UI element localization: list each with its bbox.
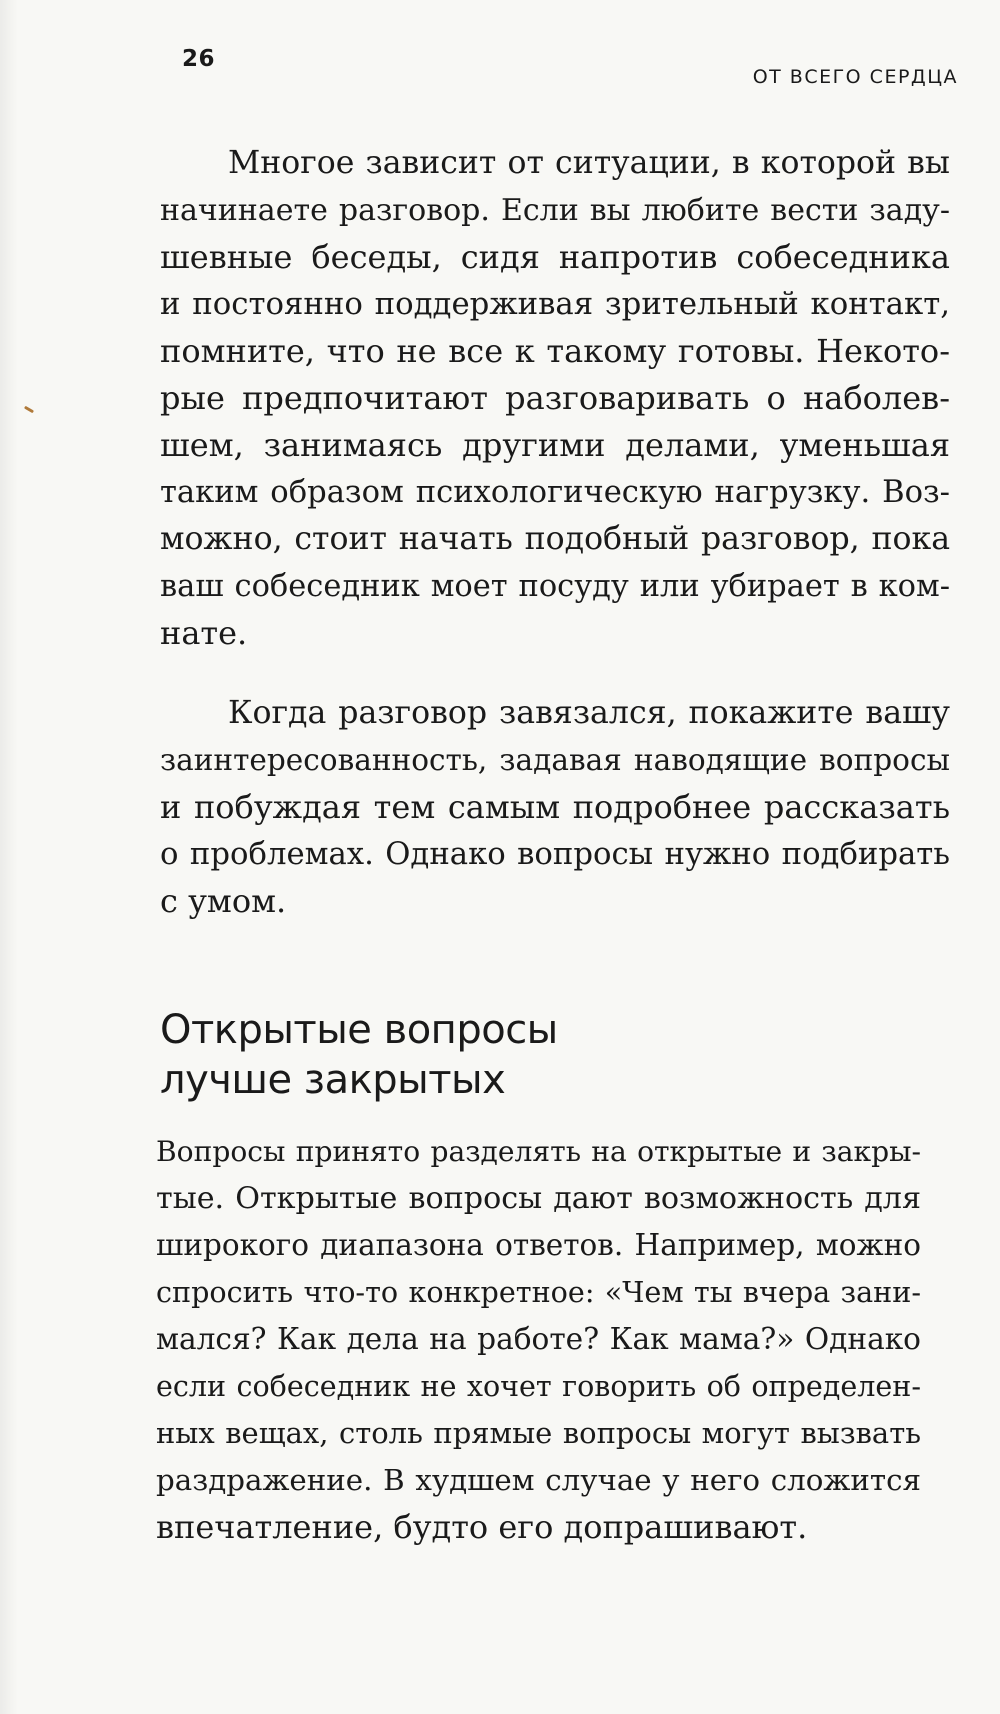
text-line: широкого диапазона ответов. Например, можно bbox=[156, 1228, 921, 1262]
text-line: таким образом психологическую нагрузку. Воз- bbox=[160, 475, 950, 510]
text-line: нате. bbox=[160, 614, 248, 652]
text-line: помните, что не все к такому готовы. Некото- bbox=[160, 332, 950, 370]
paragraph-3 bbox=[156, 1128, 921, 1551]
text-line: рые предпочитают разговаривать о наболев- bbox=[160, 379, 950, 417]
text-line: если собеседник не хочет говорить об определен- bbox=[156, 1369, 921, 1403]
running-title: ОТ ВСЕГО СЕРДЦА bbox=[752, 66, 958, 88]
text-line: с умом. bbox=[160, 882, 287, 920]
text-line: и постоянно поддерживая зрительный контакт, bbox=[160, 286, 950, 322]
text-line: Когда разговор завязался, покажите вашу bbox=[228, 695, 950, 731]
text-line: начинаете разговор. Если вы любите вести заду- bbox=[160, 193, 950, 228]
text-line: ваш собеседник моет посуду или убирает в ком- bbox=[160, 569, 950, 604]
text-line: шевные беседы, сидя напротив собеседника bbox=[160, 238, 950, 276]
text-line: Многое зависит от ситуации, в которой вы bbox=[228, 145, 950, 181]
heading-line: лучше закрытых bbox=[160, 1057, 506, 1103]
ink-speck bbox=[24, 406, 34, 414]
text-line: и побуждая тем самым подробнее рассказать bbox=[160, 788, 950, 826]
text-line: можно, стоит начать подобный разговор, пока bbox=[160, 521, 950, 557]
text-line: Вопросы принято разделять на открытые и закры- bbox=[156, 1135, 921, 1168]
paragraph-1 bbox=[160, 140, 950, 657]
spine-shadow bbox=[0, 0, 18, 1714]
text-line: мался? Как дела на работе? Как мама?» Однако bbox=[156, 1322, 921, 1356]
text-line: о проблемах. Однако вопросы нужно подбирать bbox=[160, 837, 950, 872]
section-heading bbox=[160, 1005, 558, 1105]
heading-line: Открытые вопросы bbox=[160, 1007, 558, 1053]
text-line: спросить что-то конкретное: «Чем ты вчера зани- bbox=[156, 1275, 921, 1309]
text-line: заинтересованность, задавая наводящие вопросы bbox=[160, 743, 950, 777]
text-line: впечатление, будто его допрашивают. bbox=[156, 1508, 808, 1546]
page-number: 26 bbox=[182, 46, 216, 72]
paragraph-2 bbox=[160, 690, 950, 925]
text-line: шем, занимаясь другими делами, уменьшая bbox=[160, 426, 950, 464]
text-line: ных вещах, столь прямые вопросы могут вызвать bbox=[156, 1416, 921, 1450]
text-line: раздражение. В худшем случае у него сложится bbox=[156, 1463, 921, 1497]
text-line: тые. Открытые вопросы дают возможность для bbox=[156, 1181, 921, 1216]
